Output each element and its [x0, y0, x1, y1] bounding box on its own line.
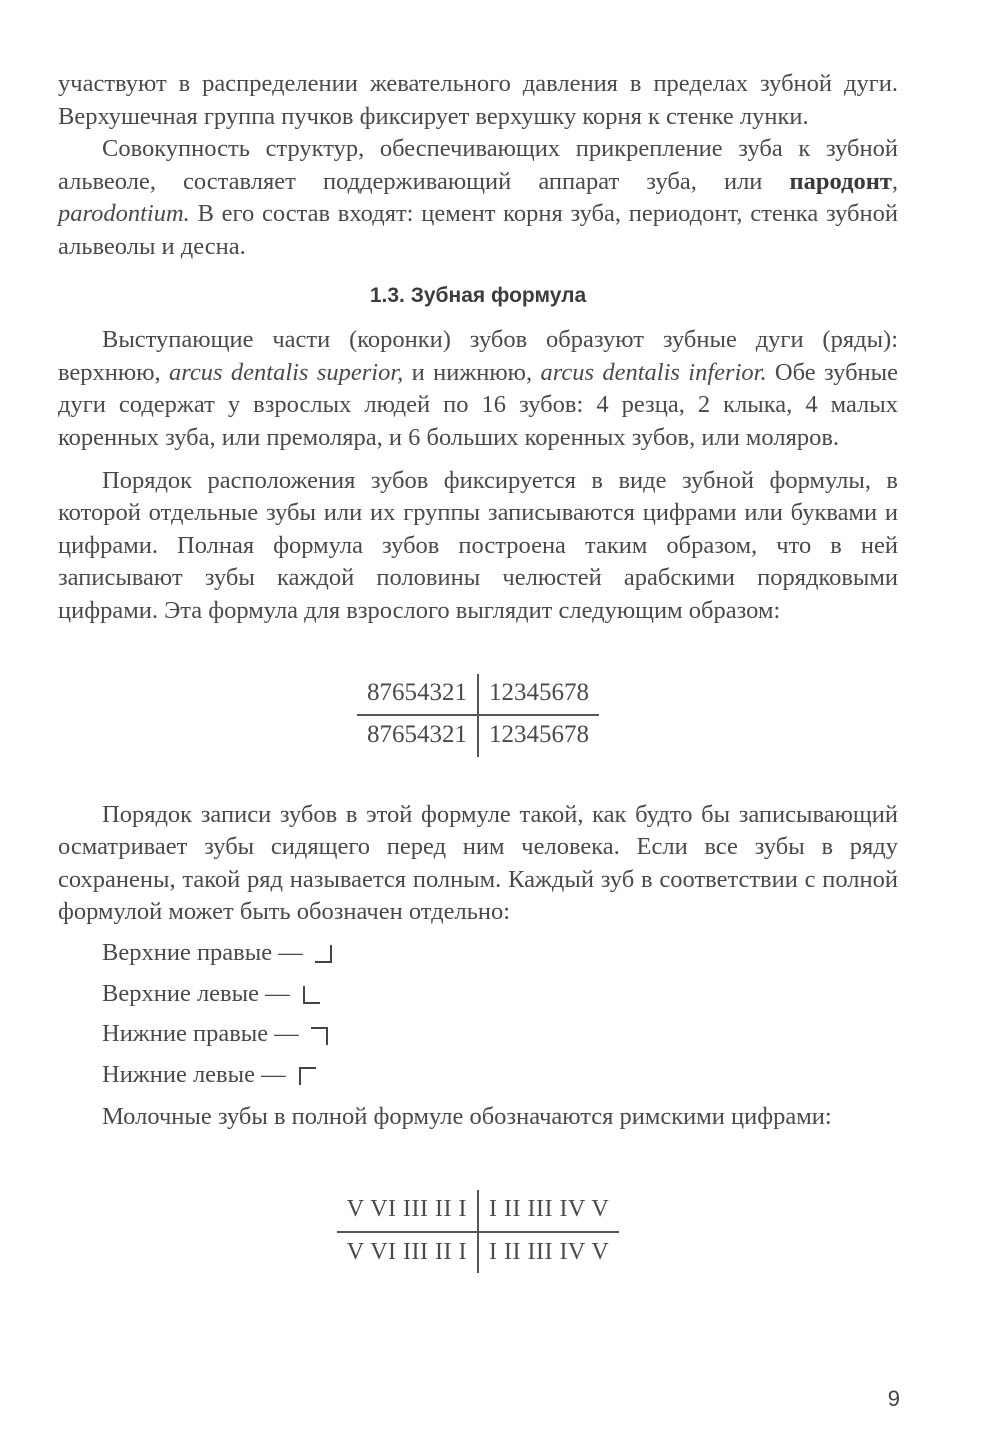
quadrant-label: Верхние правые —: [102, 939, 303, 967]
term-arcus-superior: arcus dentalis superior,: [169, 358, 404, 386]
term-arcus-inferior: arcus dentalis inferior.: [540, 358, 767, 386]
paragraph-2-part-b: ,: [891, 167, 898, 195]
quadrant-label: Нижние правые —: [102, 1020, 299, 1048]
formula-upper-left-teeth: 12345678: [478, 674, 599, 716]
term-parodont: пародонт: [789, 167, 892, 195]
paragraph-2-part-c: В его состав входят: цемент корня зуба, периодонт, стенка зубной альвеолы и десна.: [58, 200, 898, 260]
milk-dental-formula: [337, 1190, 620, 1273]
paragraph-6: Молочные зубы в полной формуле обозначаются римскими цифрами:: [102, 1103, 832, 1131]
paragraph-3: [58, 324, 898, 454]
paragraph-5: Порядок записи зубов в этой формуле такой, как будто бы записывающий осматривает зубы сидящего перед ним человека. Если все зубы в ряду сохранены, такой ряд называется полным. Каждый зуб в соответствии с полной формулой может быть обозначен отдельно:: [58, 800, 898, 926]
upper-left-symbol-icon: [300, 984, 322, 1006]
formula-lower-right-teeth: 87654321: [357, 715, 478, 757]
page-number: 9: [887, 1386, 900, 1411]
formula-lower-left-teeth: 12345678: [489, 721, 589, 749]
quadrant-lower-left: [58, 1059, 898, 1092]
milk-formula-lower-right-teeth: V VI III II I: [337, 1232, 478, 1274]
adult-dental-formula: [357, 674, 599, 757]
formula-upper-row: [357, 674, 599, 716]
lower-left-symbol-icon: [296, 1065, 318, 1087]
quadrant-label: Нижние левые —: [102, 1060, 286, 1088]
quadrant-upper-right: [58, 937, 898, 970]
paragraph-3-part-c: Обе зубные дуги содержат у взрослых людей по 16 зубов: 4 резца, 2 клыка, 4 малых коренных зуба, или премоляра, и 6 больших коренных зубов, или моляров.: [58, 358, 899, 451]
quadrant-lower-right: [58, 1018, 898, 1051]
term-parodontium-latin: parodontium.: [58, 200, 190, 228]
paragraph-4: Порядок расположения зубов фиксируется в виде зубной формулы, в которой отдельные зубы или их группы записываются цифрами или буквами и цифрами. Полная формула зубов построена таким образом, что в ней записывают зубы каждой половины челюстей арабскими порядковыми цифрами. Эта формула для взрослого выглядит следующим образом:: [58, 466, 898, 624]
milk-formula-lower-row: [337, 1232, 620, 1274]
paragraph-3-part-b: и нижнюю,: [403, 358, 541, 386]
paragraph-2-part-a: Совокупность структур, обеспечивающих прикрепление зуба к зубной альвеоле, составляет поддерживающий аппарат зуба, или: [58, 135, 898, 195]
section-heading: 1.3. Зубная формула: [369, 283, 587, 307]
milk-formula-upper-row: [337, 1190, 620, 1232]
quadrant-label: Верхние левые —: [102, 979, 290, 1007]
milk-formula-upper-right-teeth: V VI III II I: [337, 1190, 478, 1232]
formula-lower-row: [357, 715, 599, 757]
paragraph-1: участвуют в распределении жевательного давления в пределах зубной дуги. Верхушечная группа пучков фиксирует верхушку корня к стенке лунки.: [58, 70, 898, 130]
text-block: [58, 68, 898, 1273]
upper-right-symbol-icon: [313, 943, 335, 965]
milk-formula-lower-left-teeth: I II III IV V: [489, 1238, 610, 1265]
paragraph-3-part-a: Выступающие части (коронки) зубов образуют зубные дуги (ряды): верхнюю,: [58, 326, 898, 386]
lower-right-symbol-icon: [309, 1025, 331, 1047]
formula-upper-right-teeth: 87654321: [357, 674, 478, 716]
milk-formula-upper-left-teeth: I II III IV V: [478, 1190, 619, 1232]
paragraph-2: [58, 133, 898, 263]
quadrant-upper-left: [58, 978, 898, 1011]
